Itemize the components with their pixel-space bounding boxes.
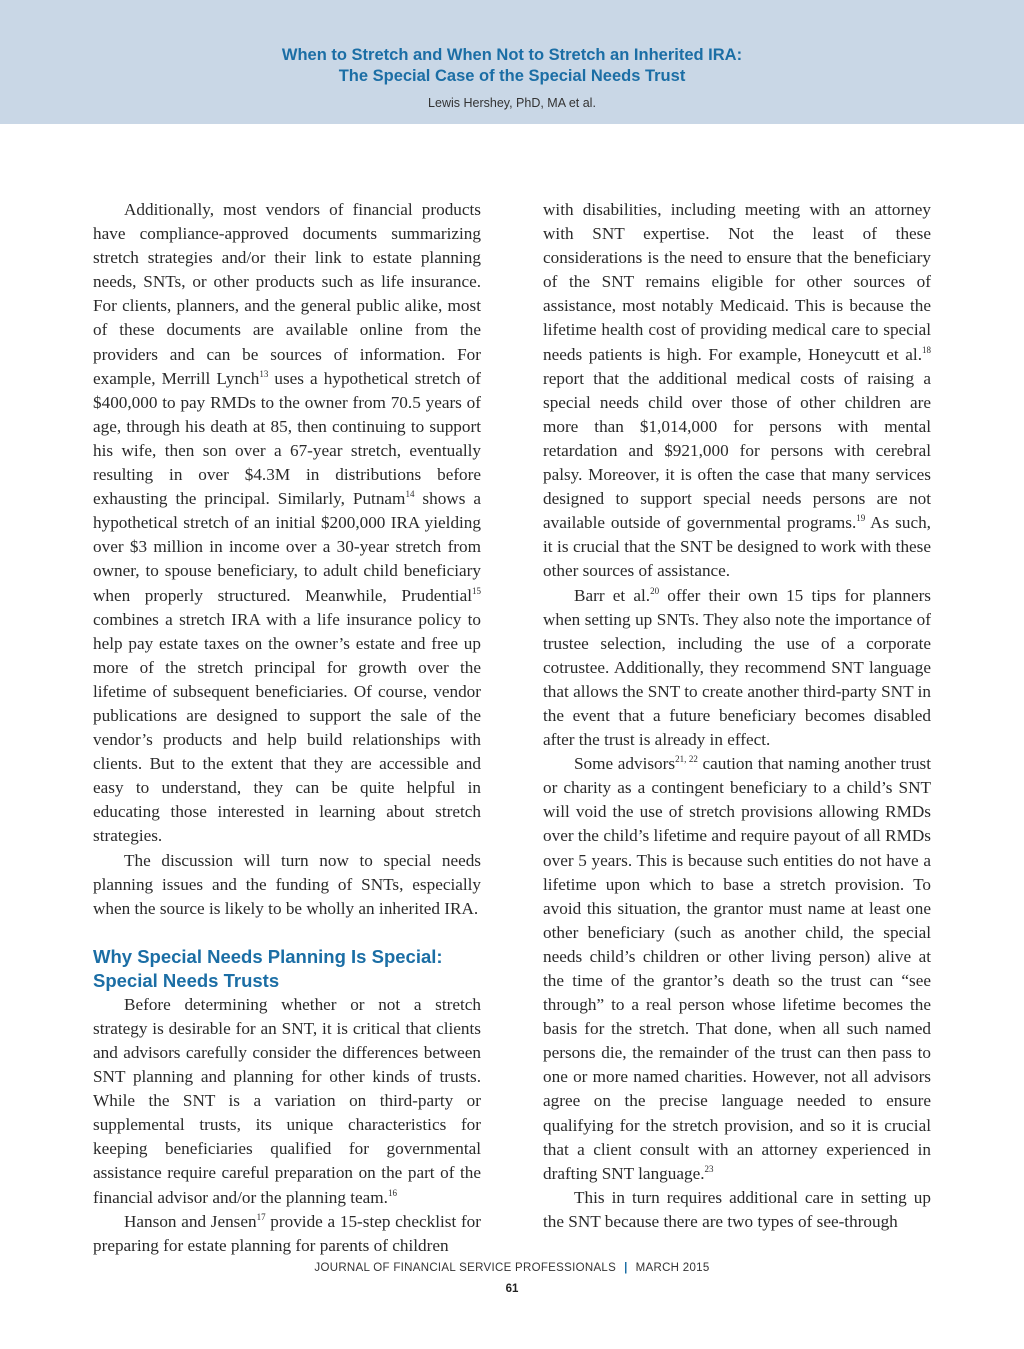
- right-paragraph-2: [543, 584, 931, 753]
- article-title: [0, 0, 1024, 87]
- text-run: As such, it is crucial that the SNT be designed to work with these other sources of assistance.: [543, 513, 931, 581]
- text-run: with disabilities, including meeting with an attorney with SNT expertise. Not the least of these considerations is the need to ensure that the beneficiary of the SNT remains eligible for other sources of assistance, most notably Medicaid. This is because the lifetime health cost of providing medical care to special needs patients is high. For example, Honeycutt et al.: [543, 200, 931, 364]
- running-header: [0, 0, 1024, 124]
- section-heading: [93, 945, 481, 993]
- text-run: Before determining whether or not a stretch strategy is desirable for an SNT, it is critical that clients and advisors carefully consider the differences between SNT planning and planning for other kinds of trusts. While the SNT is a variation on third-party or supplemental trusts, its unique characteristics for keeping beneficiaries qualified for governmental assistance require careful preparation on the part of the financial advisor and/or the planning team.: [93, 994, 481, 1207]
- left-paragraph-3: [93, 993, 481, 1210]
- right-paragraph-1: [543, 198, 931, 584]
- text-run: report that the additional medical costs of raising a special needs child over those of other children are more than $1,014,000 for persons with mental retardation and $921,000 for persons with cerebral palsy. Moreover, it is often the case that many services designed to support special needs persons are not available outside of governmental programs.: [543, 368, 931, 533]
- article-author: Lewis Hershey, PhD, MA et al.: [428, 96, 596, 110]
- left-column: [93, 198, 481, 1258]
- right-paragraph-4: This in turn requires additional care in setting up the SNT because there are two types of see-through: [543, 1187, 931, 1231]
- text-run: Some advisors: [574, 754, 676, 774]
- footer-separator: |: [624, 1262, 628, 1274]
- text-run: shows a hypothetical stretch of an initial $200,000 IRA yielding over $3 million in income over a 30-year stretch from owner, to spouse beneficiary, to adult child beneficiary when properly structured. Meanwhile, Prudential: [93, 489, 481, 605]
- text-run: Additionally, most vendors of financial products have compliance-approved documents summarizing stretch strategies and/or their link to estate planning needs, SNTs, or other products such as life insurance. For clients, planners, and the general public alike, most of these documents are available online from the providers and can be sources of information. For example, Merrill Lynch: [93, 200, 481, 388]
- right-paragraph-3: [543, 752, 931, 1186]
- text-run: provide a 15-step checklist for preparing for estate planning for parents of children: [93, 1211, 481, 1255]
- text-run: offer their own 15 tips for planners when setting up SNTs. They also note the importance of trustee selection, including the use of a corporate cotrustee. Additionally, they recommend SNT language that allows the SNT to create another third-party SNT in the event that a future beneficiary becomes disabled after the trust is already in effect.: [543, 585, 931, 750]
- page-number: 61: [505, 1283, 519, 1295]
- footnote-ref-16: 16: [387, 1187, 397, 1198]
- right-column: [543, 198, 931, 1234]
- text-run: caution that naming another trust or charity as a contingent beneficiary to a child’s SNT will void the use of stretch provisions allowing RMDs over the child’s lifetime and require payout of all RMDs over 5 years. This is because such entities do not have a lifetime upon which to base a stretch provision. To avoid this situation, the grantor must name at least one other beneficiary (such as another child, the special needs child’s children or other living person) alive at the time of the grantor’s death so the trust can “see through” to a real person whose lifetime becomes the basis for the stretch. That done, when all such named persons die, the remainder of the trust can then pass to one or more named charities. However, not all advisors agree on the precise language needed to ensure qualifying for the stretch provision, and so it is crucial that a client consult with an attorney experienced in drafting SNT language.: [543, 754, 932, 1183]
- footnote-ref-15: 15: [472, 585, 481, 596]
- footnote-ref-19: 19: [856, 513, 866, 524]
- text-run: Hanson and Jensen: [124, 1211, 257, 1231]
- footnote-ref-20: 20: [650, 585, 660, 596]
- left-paragraph-2: The discussion will turn now to special needs planning issues and the funding of SNTs, especially when the source is likely to be wholly an inherited IRA.: [93, 850, 481, 918]
- journal-name: JOURNAL OF FINANCIAL SERVICE PROFESSIONALS: [314, 1262, 617, 1274]
- footnote-ref-21-22: 21, 22: [675, 754, 698, 765]
- footnote-ref-14: 14: [405, 489, 415, 500]
- article-title-line-1: When to Stretch and When Not to Stretch an Inherited IRA:: [281, 46, 743, 64]
- running-footer: [0, 1262, 1024, 1274]
- left-paragraph-4: [93, 1210, 481, 1258]
- article-title-line-2: The Special Case of the Special Needs Trust: [338, 67, 686, 85]
- left-paragraph-1: [93, 198, 481, 849]
- section-heading-line-2: Special Needs Trusts: [93, 969, 280, 991]
- section-heading-line-1: Why Special Needs Planning Is Special:: [93, 945, 443, 967]
- text-run: uses a hypothetical stretch of $400,000 to pay RMDs to the owner from 70.5 years of age, through his death at 85, then continuing to support his wife, then son over a 67-year stretch, eventually resulting in over $4.3M in distributions before exhausting the principal. Similarly, Putnam: [93, 368, 481, 509]
- footnote-ref-13: 13: [259, 368, 269, 379]
- footnote-ref-23: 23: [704, 1163, 714, 1174]
- text-run: Barr et al.: [574, 585, 651, 605]
- footnote-ref-18: 18: [922, 344, 931, 355]
- issue-date: MARCH 2015: [635, 1262, 710, 1274]
- footnote-ref-17: 17: [256, 1211, 266, 1222]
- text-run: combines a stretch IRA with a life insurance policy to help pay estate taxes on the owner’s estate and free up more of the stretch principal for growth over the lifetime of subsequent beneficiaries. Of course, vendor publications are designed to support the sale of the vendor’s products and help build relationships with clients. But to the extent that they are accessible and easy to understand, they can be quite helpful in educating those interested in learning about stretch strategies.: [93, 609, 481, 846]
